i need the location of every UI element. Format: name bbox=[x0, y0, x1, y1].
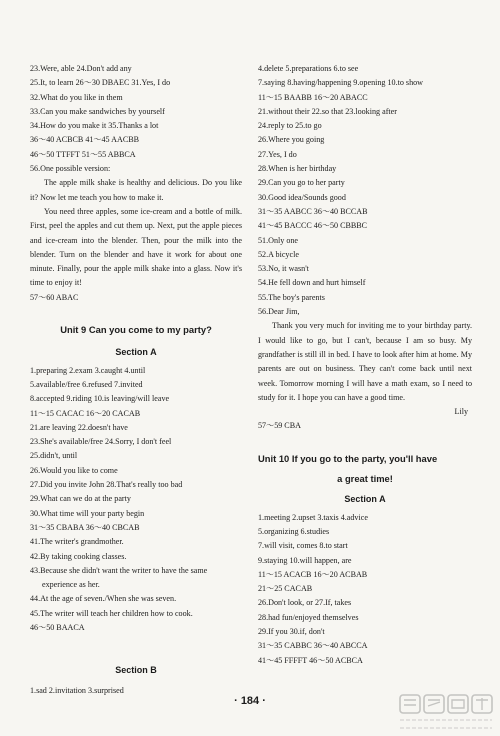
answer-line: 28.had fun/enjoyed themselves bbox=[258, 612, 359, 622]
answer-line: 8.accepted 9.riding 10.is leaving/will leave bbox=[30, 394, 170, 404]
answer-line: 25.It, to learn 26～30 DBAEC 31.Yes, I do bbox=[30, 78, 171, 88]
watermark-logo-icon bbox=[398, 692, 494, 732]
section-a-heading: Section A bbox=[344, 494, 386, 505]
answer-line: 11～15 ACACB 16～20 ACBAB bbox=[258, 569, 368, 579]
answer-line: 34.How do you make it 35.Thanks a lot bbox=[30, 121, 159, 131]
answer-line: 29.Can you go to her party bbox=[258, 178, 345, 188]
answer-line: 31～35 CBABA 36～40 CBCAB bbox=[30, 522, 140, 532]
answer-line: 44.At the age of seven./When she was seven. bbox=[30, 594, 177, 604]
unit-10-title: Unit 10 If you go to the party, you'll have bbox=[258, 452, 438, 464]
answer-line: 21～25 CACAB bbox=[258, 584, 313, 594]
answer-line: 21.are leaving 22.doesn't have bbox=[30, 422, 128, 432]
answer-line: 32.What do you like in them bbox=[30, 92, 123, 102]
answer-line: 46～50 BAACA bbox=[30, 622, 85, 632]
letter-signature: Lily bbox=[454, 407, 468, 417]
answer-line: 25.didn't, until bbox=[30, 451, 78, 461]
answer-line: 24.reply to 25.to go bbox=[258, 121, 322, 131]
answer-line: 56.Dear Jim, bbox=[258, 307, 300, 317]
answer-line: 51.Only one bbox=[258, 235, 299, 245]
answer-line: 36～40 ACBCB 41～45 AACBB bbox=[30, 135, 140, 145]
letter-body: Thank you very much for inviting me to your birthday party. I would like to go, but I can't, because I am so busy. My grandfather is still ill in bed. I have to look after him at home. My parents are out on business. They can't come back until next week. Tomorrow morning I will have a math exam, so I need to study for it. I hope you can have a good time. bbox=[258, 321, 472, 402]
answer-line: 45.The writer will teach her children how to cook. bbox=[30, 608, 193, 618]
answer-line: 4.delete 5.preparations 6.to see bbox=[258, 64, 359, 73]
essay-paragraph-1: The apple milk shake is healthy and delicious. Do you like it? Now let me teach you how to make it. bbox=[30, 178, 242, 202]
answer-line: 57～59 CBA bbox=[258, 421, 301, 431]
answer-line: 57～60 ABAC bbox=[30, 292, 79, 302]
answer-line: 26.Where you going bbox=[258, 135, 325, 145]
answer-line: 31～35 CABBC 36～40 ABCCA bbox=[258, 641, 368, 651]
answer-list-end bbox=[30, 592, 242, 635]
left-column bbox=[30, 62, 242, 698]
section-b-heading: Section B bbox=[115, 665, 157, 676]
answer-line: 1.meeting 2.upset 3.taxis 4.advice bbox=[258, 512, 368, 522]
answer-line: 30.What time will your party begin bbox=[30, 508, 145, 518]
answer-line: 31～35 AABCC 36～40 BCCAB bbox=[258, 206, 368, 216]
answer-line: 42.By taking cooking classes. bbox=[30, 551, 127, 561]
unit-10-title-cont: a great time! bbox=[337, 473, 393, 485]
right-column bbox=[258, 62, 472, 668]
answer-line: 54.He fell down and hurt himself bbox=[258, 278, 366, 288]
answer-line: 26.Would you like to come bbox=[30, 465, 118, 475]
answer-line: 56.One possible version: bbox=[30, 164, 111, 174]
answer-line: 5.available/free 6.refused 7.invited bbox=[30, 379, 143, 389]
answer-line: 23.Were, able 24.Don't add any bbox=[30, 64, 132, 73]
answer-line: 55.The boy's parents bbox=[258, 292, 325, 302]
page-number: · 184 · bbox=[234, 695, 266, 707]
answer-line: 11～15 CACAC 16～20 CACAB bbox=[30, 408, 141, 418]
answer-line: 7.will visit, comes 8.to start bbox=[258, 541, 348, 551]
answer-line: 7.saying 8.having/happening 9.opening 10.to show bbox=[258, 78, 424, 88]
essay-paragraph-2: You need three apples, some ice-cream and a bottle of milk. First, peel the apples and cut them up. Next, put the apple pieces and ice-cream into the blender. Then, pour the milk into the blender. Turn on the blender and have it work for about one minute. Finally, pour the apple milk shake into a glass. Now it's time to enjoy it! bbox=[30, 206, 242, 288]
answer-list-section-a bbox=[30, 364, 242, 564]
answer-list-top bbox=[30, 62, 242, 176]
answer-line: 41～45 FFFFT 46～50 ACBCA bbox=[258, 655, 363, 665]
answer-line: 43.Because she didn't want the writer to have the same bbox=[30, 565, 208, 575]
answer-line: 1.preparing 2.exam 3.caught 4.until bbox=[30, 365, 146, 375]
unit-9-title: Unit 9 Can you come to my party? bbox=[60, 324, 212, 336]
answer-line: experience as her. bbox=[42, 580, 100, 590]
answer-line: 33.Can you make sandwiches by yourself bbox=[30, 106, 165, 116]
answer-list-section-a bbox=[258, 511, 472, 668]
answer-line: 5.organizing 6.studies bbox=[258, 526, 330, 536]
answer-line: 9.staying 10.will happen, are bbox=[258, 555, 352, 565]
answer-line: 46～50 TTFFT 51～55 ABBCA bbox=[30, 149, 136, 159]
answer-line: 52.A bicycle bbox=[258, 249, 299, 259]
answer-line: 26.Don't look, or 27.If, takes bbox=[258, 598, 352, 608]
answer-line: 41.The writer's grandmother. bbox=[30, 537, 124, 547]
answer-line: 41～45 BACCC 46～50 CBBBC bbox=[258, 221, 368, 231]
answer-line: 23.She's available/free 24.Sorry, I don't feel bbox=[30, 437, 172, 447]
answer-line: 11～15 BAABB 16～20 ABACC bbox=[258, 92, 368, 102]
section-a-heading: Section A bbox=[115, 347, 157, 358]
answer-list-top bbox=[258, 62, 472, 319]
answer-line: 27.Yes, I do bbox=[258, 149, 297, 159]
answer-line: 29.If you 30.if, don't bbox=[258, 626, 325, 636]
answer-line: 53.No, it wasn't bbox=[258, 264, 309, 274]
answer-line: 21.without their 22.so that 23.looking after bbox=[258, 106, 397, 116]
answer-line: 29.What can we do at the party bbox=[30, 494, 131, 504]
answer-line: 27.Did you invite John 28.That's really too bad bbox=[30, 480, 183, 490]
answer-line: 1.sad 2.invitation 3.surprised bbox=[30, 685, 124, 695]
answer-line: 30.Good idea/Sounds good bbox=[258, 192, 346, 202]
answer-line: 28.When is her birthday bbox=[258, 164, 337, 174]
